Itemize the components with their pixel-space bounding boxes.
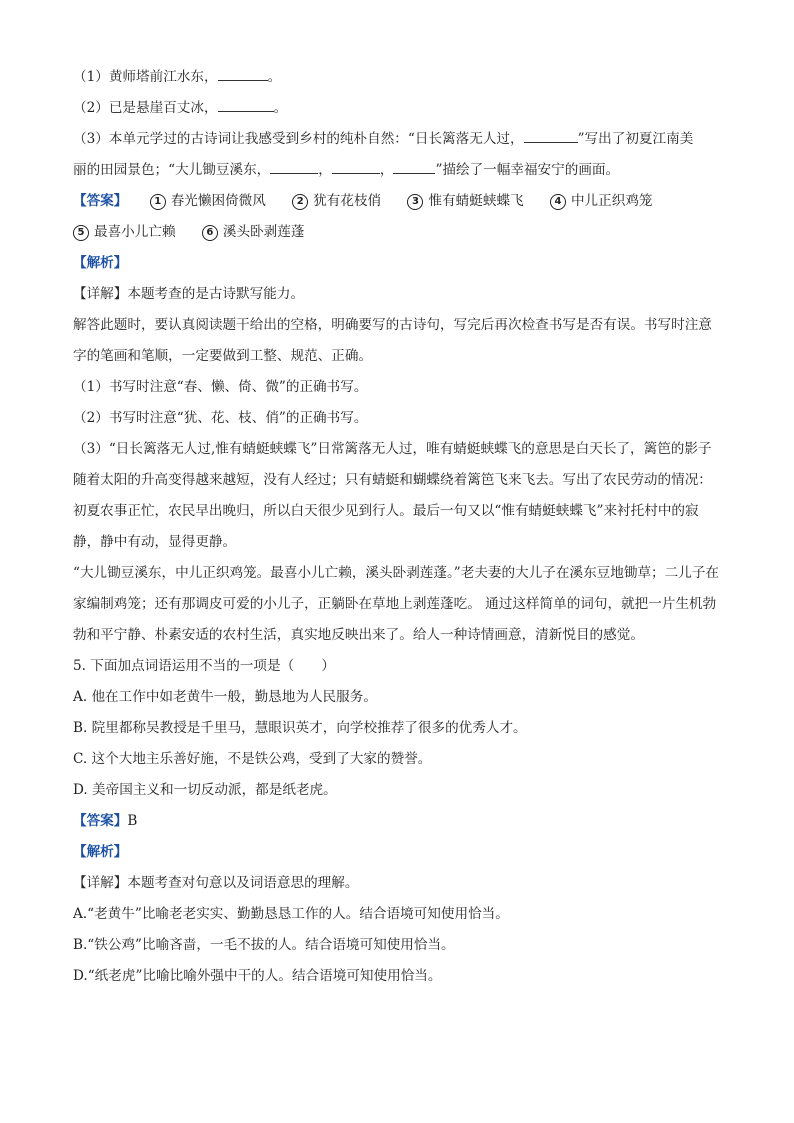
q5-stem: 5. 下面加点词语运用不当的一项是（ ） xyxy=(73,658,335,674)
q4-note-3: （3）“日长篱落无人过,惟有蜻蜓蛱蝶飞”日常篱落无人过，唯有蜻蜓蛱蝶飞的意思是白天长了，篱笆的影子随着太阳的升高变得越来越短，没有人经过；只有蜻蜓和蝴蝶绕着篱笆飞来飞去。写出了农民劳动的情况：初夏农事正忙，农民早出晚归，所以白天很少见到行人。最后一句又以“惟有蜻蜓蛱蝶飞”来衬托村中的寂静，静中有动，显得更静。 xyxy=(73,441,712,550)
q5-explanation-d: D.“纸老虎”比喻比喻外强中干的人。结合语境可知使用恰当。 xyxy=(73,968,442,984)
q4-note-2: （2）书写时注意“犹、花、枝、俏”的正确书写。 xyxy=(73,410,368,426)
q5-option-a: A. 他在工作中如老黄牛一般，勤恳地为人民服务。 xyxy=(73,689,377,705)
q4-answer-line-2 xyxy=(73,217,723,248)
answer-item: 2 犹有花枝俏 xyxy=(292,193,381,209)
q4-paragraph-1: 解答此题时，要认真阅读题干给出的空格，明确要写的古诗句，写完后再次检查书写是否有误。书写时注意字的笔画和笔顺，一定要做到工整、规范、正确。 xyxy=(73,317,712,364)
answer-item: 5 最喜小儿亡赖 xyxy=(73,224,176,240)
q4-item-3-line-2: 丽的田园景色；“大儿锄豆溪东， ， ， ”描绘了一幅幸福安宁的画面。 xyxy=(73,155,723,186)
answer-item: 6 溪头卧剥莲蓬 xyxy=(202,224,305,240)
blank-line xyxy=(270,159,318,174)
q4-detail: 【详解】本题考查的是古诗默写能力。 xyxy=(73,286,305,302)
blank-line xyxy=(218,66,268,81)
blank-line xyxy=(524,128,578,143)
q4-paragraph-2: “大儿锄豆溪东，中儿正织鸡笼。最喜小儿亡赖，溪头卧剥莲蓬。”老夫妻的大儿子在溪东豆地锄草；二儿子在家编制鸡笼；还有那调皮可爱的小儿子，正躺卧在草地上剥莲蓬吃。 通过这样简单的词句，就把一片生机勃勃和平宁静、朴素安适的农村生活，真实地反映出来了。给人一种诗情画意，清新悦目的感觉。 xyxy=(73,565,720,643)
q5-detail: 【详解】本题考查对句意以及词语意思的理解。 xyxy=(73,875,359,891)
q5-option-c: C. 这个大地主乐善好施，不是铁公鸡，受到了大家的赞誉。 xyxy=(73,751,432,767)
document-page xyxy=(73,62,723,992)
q4-item-2: （2）已是悬崖百丈冰， 。 xyxy=(73,93,723,124)
blank-line xyxy=(218,97,274,112)
q5-explanation-a: A.“老黄牛”比喻老老实实、勤勤恳恳工作的人。结合语境可知使用恰当。 xyxy=(73,906,509,922)
q5-answer xyxy=(73,806,723,837)
blank-line xyxy=(393,159,435,174)
q4-answer-line-1 xyxy=(73,186,723,217)
answer-item: 3 惟有蜻蜓蛱蝶飞 xyxy=(407,193,523,209)
q5-analysis-heading: 【解析】 xyxy=(73,844,128,860)
answer-tag: 【答案】 xyxy=(73,193,128,209)
q5-option-d: D. 美帝国主义和一切反动派，都是纸老虎。 xyxy=(73,782,337,798)
q4-analysis-heading: 【解析】 xyxy=(73,255,128,271)
q4-item-3-line-1: （3）本单元学过的古诗词让我感受到乡村的纯朴自然：“日长篱落无人过， ”写出了初夏江南美 xyxy=(73,124,723,155)
answer-item: 1 春光懒困倚微风 xyxy=(150,193,266,209)
q4-item-1: （1）黄师塔前江水东， 。 xyxy=(73,62,723,93)
answer-item: 4 中儿正织鸡笼 xyxy=(550,193,653,209)
q5-explanation-b: B.“铁公鸡”比喻吝啬，一毛不拔的人。结合语境可知使用恰当。 xyxy=(73,937,455,953)
answer-value: B xyxy=(127,813,138,829)
q4-note-1: （1）书写时注意“春、懒、倚、微”的正确书写。 xyxy=(73,379,368,395)
answer-tag: 【答案】 xyxy=(73,813,128,829)
q5-option-b: B. 院里都称吴教授是千里马，慧眼识英才，向学校推荐了很多的优秀人才。 xyxy=(73,720,527,736)
blank-line xyxy=(332,159,380,174)
